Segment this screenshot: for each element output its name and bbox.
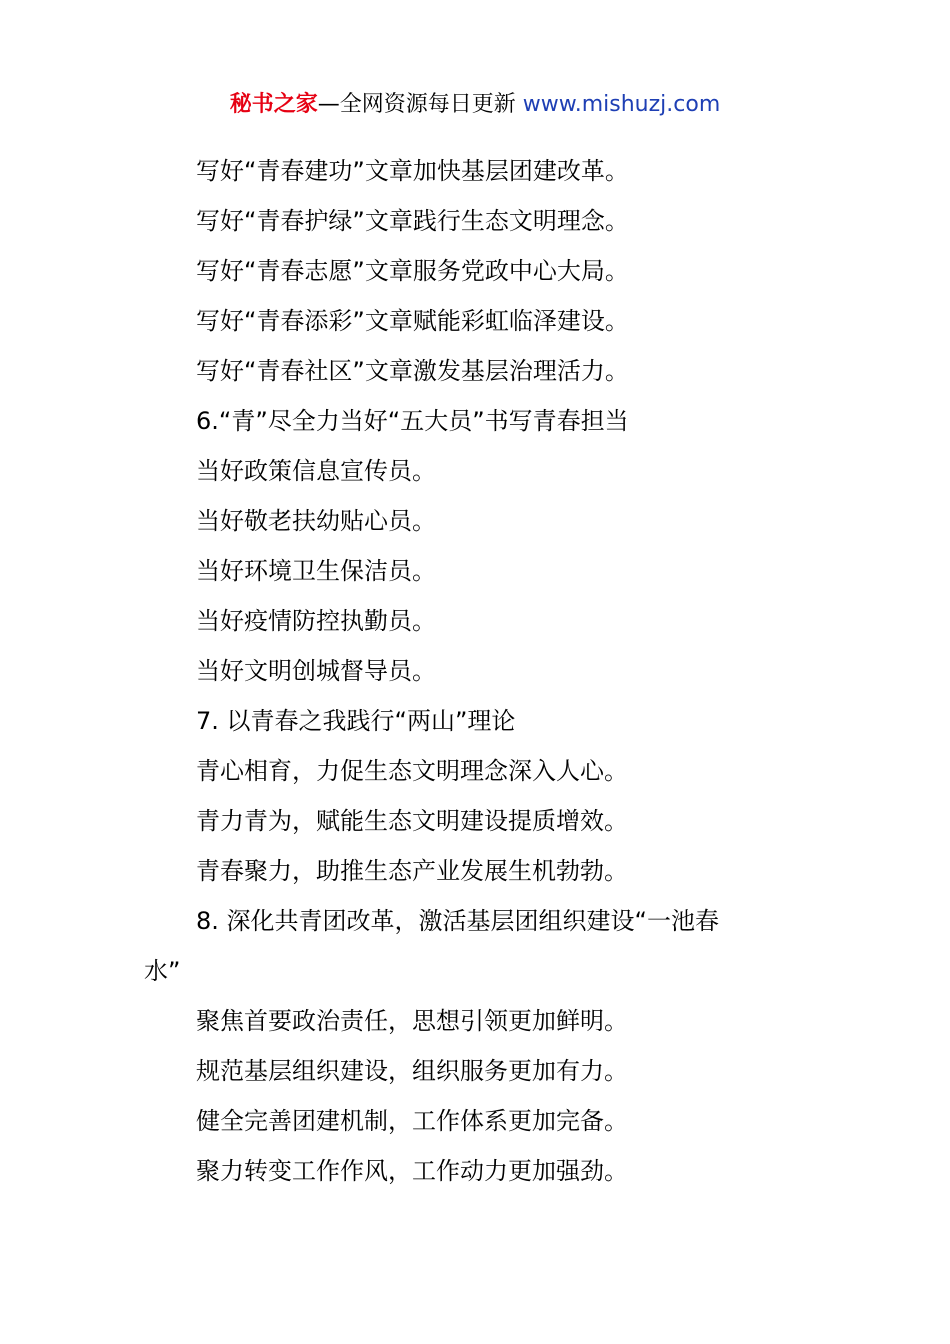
- paragraph-line: 当好文明创城督导员。: [196, 657, 436, 685]
- paragraph-line: 写好“青春护绿”文章践行生态文明理念。: [196, 207, 629, 235]
- paragraph-line: 写好“青春志愿”文章服务党政中心大局。: [196, 257, 629, 285]
- paragraph-line: 写好“青春添彩”文章赋能彩虹临泽建设。: [196, 307, 629, 335]
- paragraph-line: 聚力转变工作作风，工作动力更加强劲。: [196, 1157, 628, 1185]
- section-heading-8: 8. 深化共青团改革，激活基层团组织建设“一池春: [196, 907, 719, 935]
- paragraph-line: 写好“青春建功”文章加快基层团建改革。: [196, 157, 629, 185]
- document-body: [144, 146, 824, 1196]
- paragraph-line: 当好敬老扶幼贴心员。: [196, 507, 436, 535]
- paragraph-line: 聚焦首要政治责任，思想引领更加鲜明。: [196, 1007, 628, 1035]
- header-tagline: —全网资源每日更新: [317, 92, 523, 117]
- page-header: [0, 88, 950, 122]
- paragraph-line: 青春聚力，助推生态产业发展生机勃勃。: [196, 857, 628, 885]
- section-heading-8-continuation: 水”: [144, 957, 181, 985]
- section-heading-7: 7. 以青春之我践行“两山”理论: [196, 707, 516, 735]
- paragraph-line: 当好政策信息宣传员。: [196, 457, 436, 485]
- paragraph-line: 青心相育，力促生态文明理念深入人心。: [196, 757, 628, 785]
- paragraph-line: 青力青为，赋能生态文明建设提质增效。: [196, 807, 628, 835]
- brand-name: 秘书之家: [229, 92, 318, 117]
- paragraph-line: 规范基层组织建设，组织服务更加有力。: [196, 1057, 628, 1085]
- site-url-link[interactable]: www.mishuzj.com: [522, 92, 721, 117]
- paragraph-line: 当好疫情防控执勤员。: [196, 607, 436, 635]
- paragraph-line: 当好环境卫生保洁员。: [196, 557, 436, 585]
- section-heading-6: 6.“青”尽全力当好“五大员”书写青春担当: [196, 407, 629, 435]
- paragraph-line: 写好“青春社区”文章激发基层治理活力。: [196, 357, 629, 385]
- paragraph-line: 健全完善团建机制，工作体系更加完备。: [196, 1107, 628, 1135]
